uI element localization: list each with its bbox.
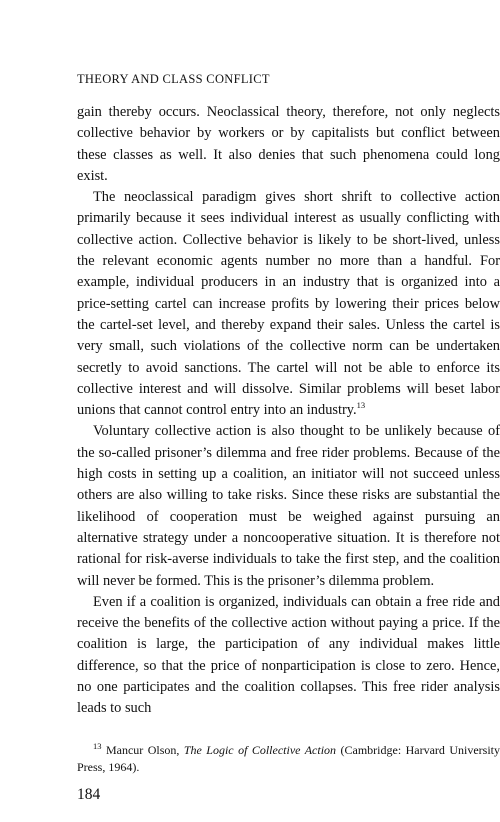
paragraph-2 [77,187,500,421]
body-text [77,102,500,720]
footnote-author: Mancur Olson, [105,742,180,757]
footnote [77,742,500,776]
footnote-publication: (Cambridge: Harvard University Press, 1964). [77,742,500,774]
paragraph-1: gain thereby occurs. Neoclassical theory, therefore, not only neglects collective behavior by workers or by capitalists but conflict between these classes as well. It also denies that such phenomena could long exist. [77,104,500,184]
paragraph-3: Voluntary collective action is also thought to be unlikely because of the so-called prisoner’s dilemma and free rider problems. Because of the high costs in setting up a coalition, an initiator will not succeed unless others are also willing to take risks. Since these risks are substantial the likelihood of cooperation must be weighed against pursuing an alternative strategy under a noncooperative situation. It is therefore not rational for risk-averse individuals to take the first step, and the coalition will never be formed. This is the prisoner’s dilemma problem. [77,423,500,589]
footnote-reference: 13 [356,400,366,411]
paragraph-2-text: The neoclassical paradigm gives short shrift to collective action primarily because it sees individual interest as usually conflicting with collective action. Collective behavior is likely to be short-lived, unless the relevant economic agents number no more than a handful. For example, individual producers in an industry that is organized into a price-setting cartel can increase profits by lowering their prices below the cartel-set level, and thereby expand their sales. Unless the cartel is very small, such violations of the collective norm can be undertaken secretly to avoid sanctions. The cartel will not be able to enforce its collective interest and will dissolve. Similar problems will beset labor unions that cannot control entry into an industry. [77,189,500,419]
page-number: 184 [77,785,101,803]
book-page [77,70,500,804]
paragraph-4: Even if a coalition is organized, individuals can obtain a free ride and receive the benefits of the collective action without paying a price. If the coalition is large, the participation of any individual makes little difference, so that the price of nonparticipation is close to zero. Hence, no one participates and the coalition collapses. This free rider analysis leads to such [77,593,500,717]
footnote-title: The Logic of Collective Action [183,742,337,757]
footnote-marker: 13 [93,740,102,751]
running-head: THEORY AND CLASS CONFLICT [77,72,270,86]
